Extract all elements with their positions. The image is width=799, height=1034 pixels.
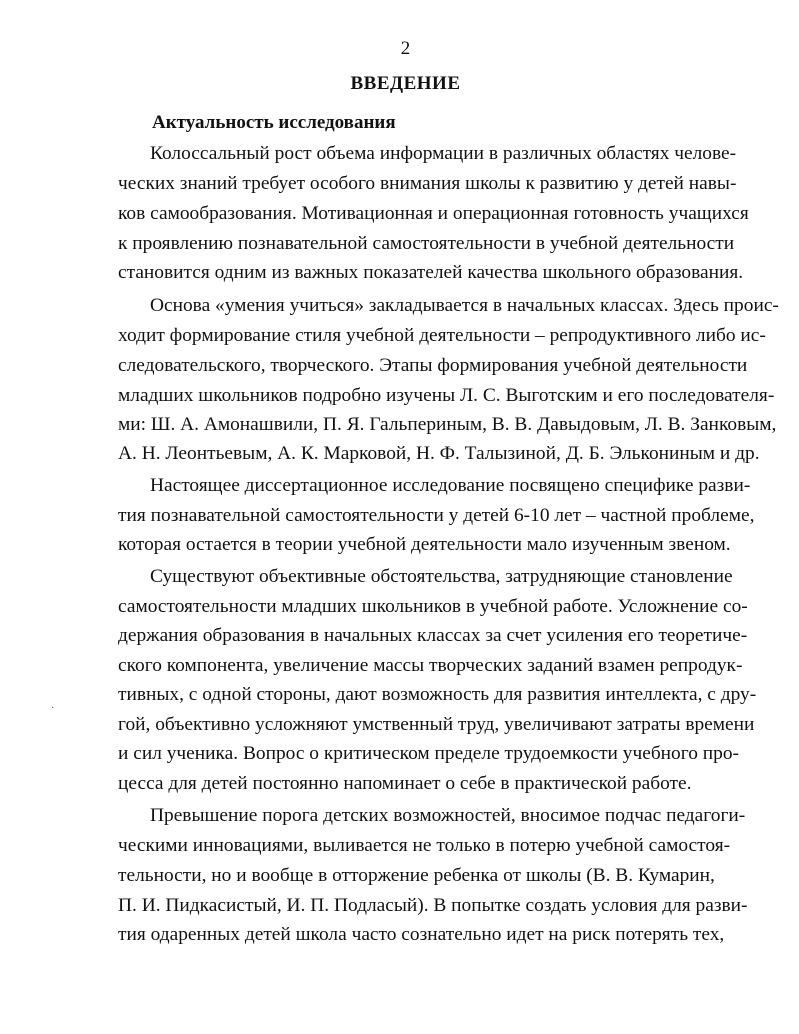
text-line: Основа «умения учиться» закладывается в начальных классах. Здесь проис- — [150, 295, 779, 316]
text-line: ми: Ш. А. Амонашвили, П. Я. Гальпериным, В. В. Давыдовым, Л. В. Занковым, — [118, 414, 777, 435]
text-line: тивных, с одной стороны, дают возможность для развития интеллекта, с дру- — [118, 684, 757, 705]
text-line: самостоятельности младших школьников в учебной работе. Усложнение со- — [118, 596, 748, 617]
text-line: и сил ученика. Вопрос о критическом пределе трудоемкости учебного про- — [118, 743, 739, 764]
text-line: к проявлению познавательной самостоятельности в учебной деятельности — [118, 233, 735, 254]
text-line: тия познавательной самостоятельности у детей 6-10 лет – частной проблеме, — [118, 505, 755, 526]
text-line: ческими инновациями, выливается не только в потерю учебной самостоя- — [118, 835, 731, 856]
text-line: цесса для детей постоянно напоминает о себе в практической работе. — [118, 773, 692, 794]
text-line: ского компонента, увеличение массы творческих заданий взамен репродук- — [118, 655, 743, 676]
text-line: П. И. Пидкасистый, И. П. Подласый). В попытке создать условия для разви- — [118, 895, 748, 916]
text-line: гой, объективно усложняют умственный труд, увеличивают затраты времени — [118, 714, 755, 735]
page-title: ВВЕДЕНИЕ — [350, 73, 461, 94]
text-line: держания образования в начальных классах за счет усиления его теоретиче- — [118, 625, 748, 646]
text-line: Колоссальный рост объема информации в различных областях челове- — [150, 143, 737, 164]
text-line: тия одаренных детей школа часто сознательно идет на риск потерять тех, — [118, 924, 725, 945]
text-line: А. Н. Леонтьевым, А. К. Марковой, Н. Ф. Талызиной, Д. Б. Элькониным и др. — [118, 443, 760, 464]
text-line: Превышение порога детских возможностей, вносимое подчас педагоги- — [150, 805, 746, 826]
text-line: Настоящее диссертационное исследование посвящено специфике разви- — [150, 475, 751, 496]
text-line: которая остается в теории учебной деятельности мало изученным звеном. — [118, 534, 731, 555]
text-line: младших школьников подробно изучены Л. С. Выготским и его последователя- — [118, 385, 775, 406]
text-line: ков самообразования. Мотивационная и операционная готовность учащихся — [118, 203, 749, 224]
page-number: 2 — [400, 38, 411, 59]
text-line: тельности, но и вообще в отторжение ребенка от школы (В. В. Кумарин, — [118, 865, 715, 886]
text-line: ческих знаний требует особого внимания школы к развитию у детей навы- — [118, 173, 737, 194]
margin-mark: · — [51, 703, 55, 714]
text-line: ходит формирование стиля учебной деятельности – репродуктивного либо ис- — [118, 325, 766, 346]
section-heading: Актуальность исследования — [152, 112, 396, 133]
text-line: следовательского, творческого. Этапы формирования учебной деятельности — [118, 355, 748, 376]
text-line: Существуют объективные обстоятельства, затрудняющие становление — [150, 566, 733, 587]
text-line: становится одним из важных показателей качества школьного образования. — [118, 262, 744, 283]
